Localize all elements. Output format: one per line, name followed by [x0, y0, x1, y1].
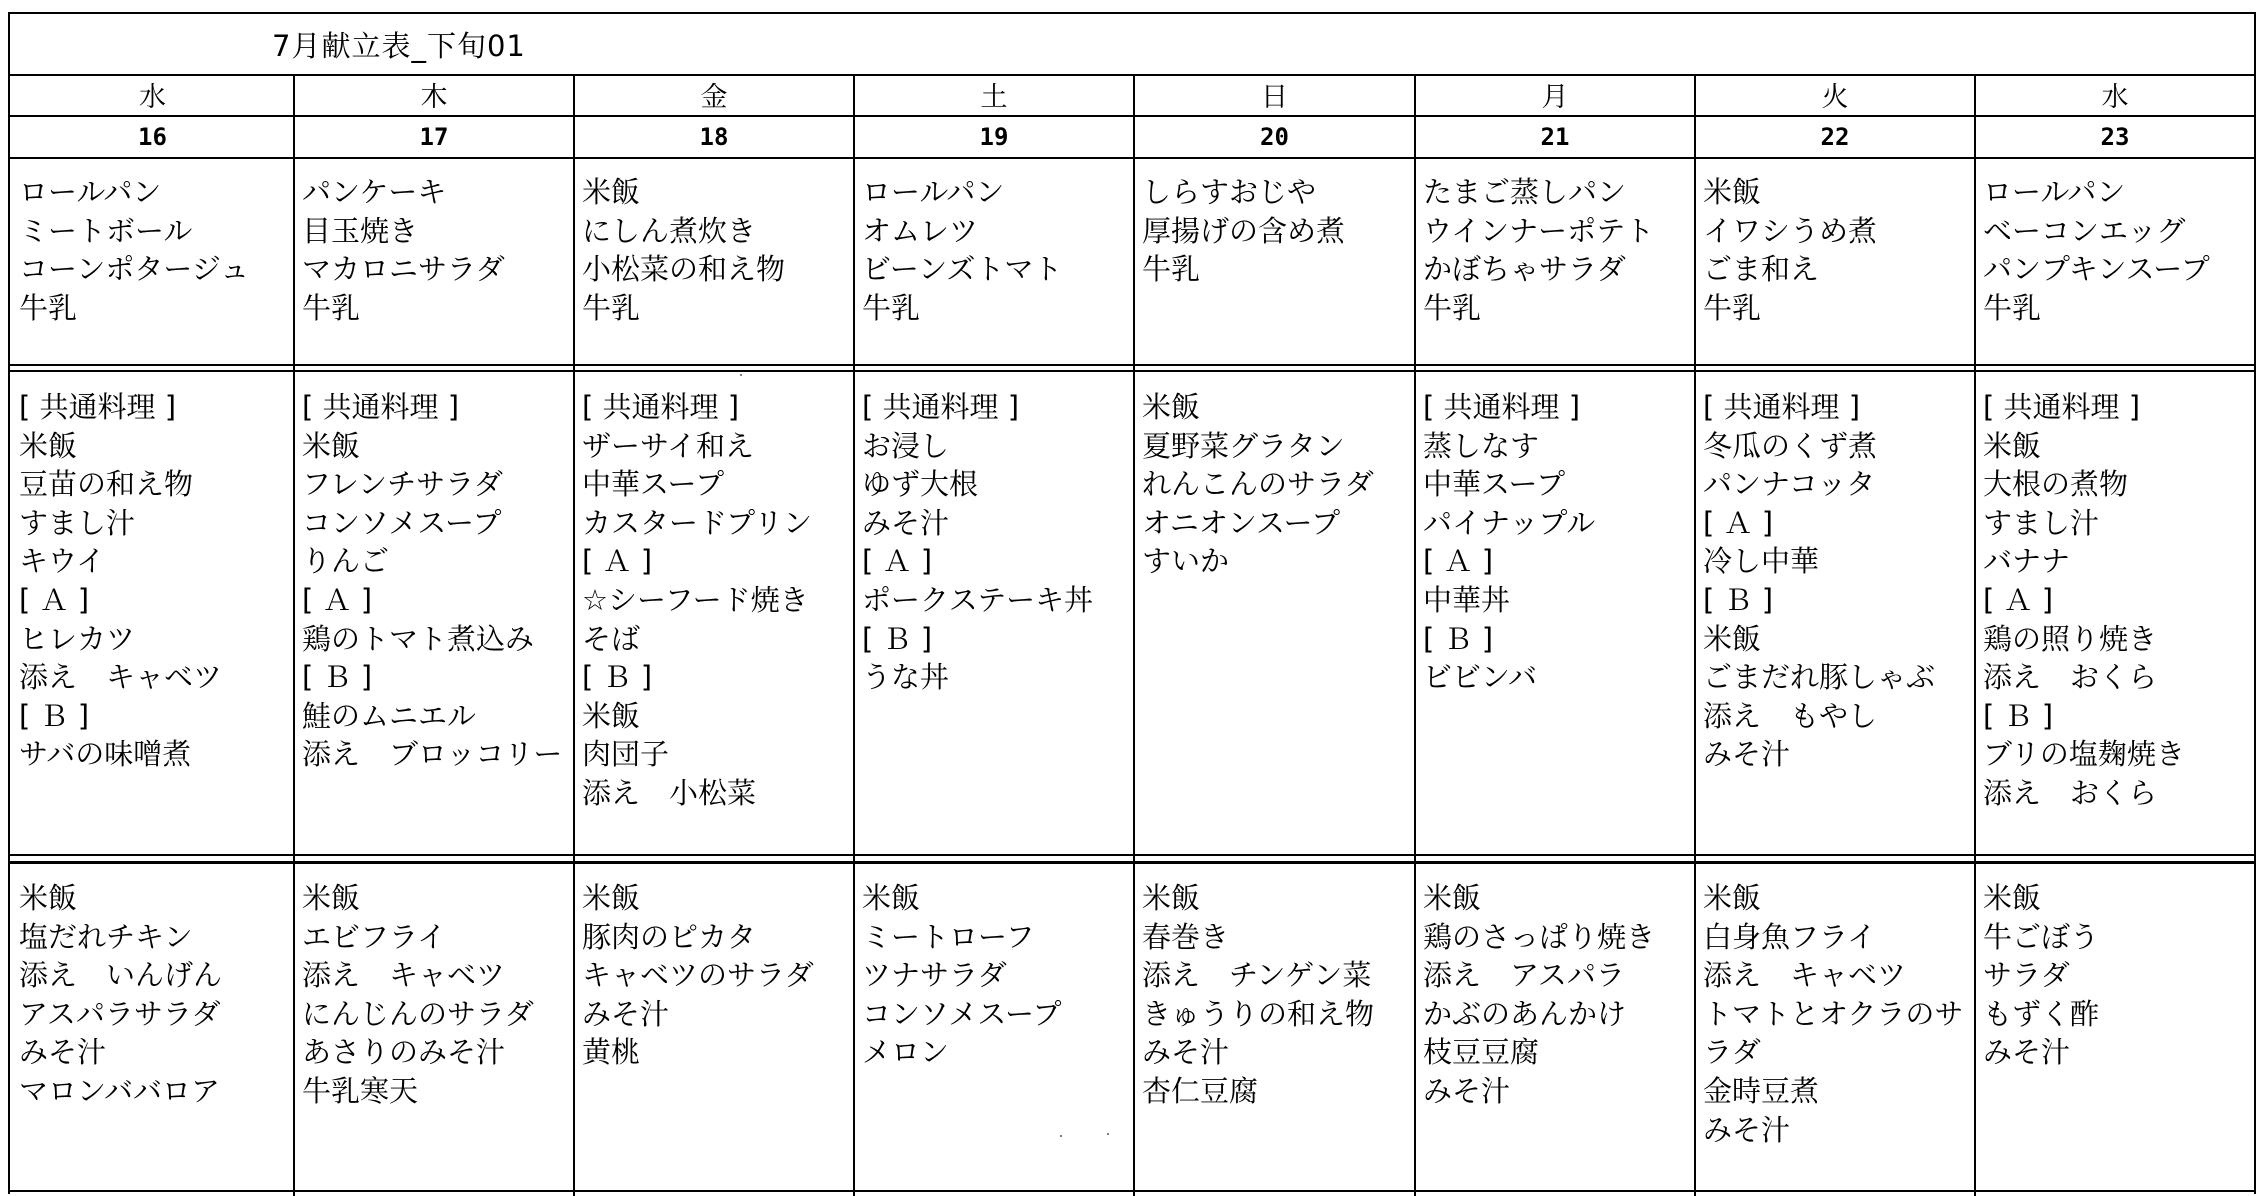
menu-item: 目玉焼き	[302, 213, 419, 248]
menu-item: かぼちゃサラダ	[1423, 252, 1626, 287]
menu-item: 塩だれチキン	[19, 919, 193, 954]
menu-item: 添え アスパラ	[1423, 958, 1625, 993]
menu-item: 添え チンゲン菜	[1142, 958, 1372, 993]
menu-item: みそ汁	[19, 1035, 107, 1070]
menu-item: アスパラサラダ	[19, 996, 221, 1031]
scan-speck	[740, 374, 742, 376]
menu-item: [ Ｂ ]	[1703, 582, 1774, 617]
menu-item: [ Ｂ ]	[302, 660, 373, 695]
menu-item: 肉団子	[582, 737, 670, 772]
menu-item: コーンポタージュ	[19, 252, 250, 287]
menu-item: ベーコンエッグ	[1983, 213, 2186, 248]
scan-speck	[1107, 1133, 1109, 1135]
menu-item: ロールパン	[19, 175, 162, 209]
menu-item: マロンババロア	[19, 1073, 220, 1108]
menu-item: 牛乳	[1703, 290, 1762, 325]
breakfast-row	[10, 159, 2254, 364]
menu-item: コンソメスープ	[302, 505, 502, 540]
date-header: 20	[1260, 123, 1289, 151]
date-header: 16	[138, 123, 167, 151]
breakfast-cell	[1135, 159, 1414, 364]
menu-item: [ Ａ ]	[862, 544, 933, 579]
weekday-header: 土	[980, 82, 1008, 113]
menu-item: フレンチサラダ	[302, 467, 503, 502]
menu-item: カスタードプリン	[582, 505, 812, 540]
menu-item: 冬瓜のくず煮	[1703, 428, 1878, 463]
menu-item: しらすおじや	[1142, 175, 1317, 209]
menu-item: 杏仁豆腐	[1142, 1073, 1259, 1108]
menu-item: にんじんのサラダ	[302, 996, 534, 1031]
menu-item: 大根の煮物	[1983, 467, 2129, 502]
weekday-header: 木	[420, 82, 448, 113]
menu-item: 中華スープ	[1423, 467, 1566, 502]
lunch-row	[10, 374, 2254, 854]
menu-item: [ Ａ ]	[1423, 544, 1494, 579]
grid-line-vertical	[293, 74, 295, 1196]
menu-item: 添え キャベツ	[19, 660, 223, 695]
dinner-cell	[575, 865, 853, 1196]
menu-item: 米飯	[1983, 881, 2042, 915]
grid-line-horizontal	[10, 115, 2254, 117]
menu-item: [ 共通料理 ]	[582, 390, 740, 424]
menu-item: すまし汁	[1983, 505, 2100, 540]
menu-item: オムレツ	[862, 213, 979, 248]
menu-item: パンプキンスープ	[1983, 252, 2210, 287]
menu-item: ビビンバ	[1423, 660, 1537, 695]
weekday-header: 日	[1261, 82, 1288, 113]
grid-line-vertical	[1694, 74, 1696, 1196]
menu-item: 米飯	[19, 428, 78, 463]
dinner-cell	[1696, 865, 1974, 1196]
menu-item: [ 共通料理 ]	[1703, 390, 1861, 424]
menu-item: マカロニサラダ	[302, 252, 505, 287]
lunch-cell	[12, 374, 293, 854]
menu-item: イワシうめ煮	[1703, 213, 1878, 248]
breakfast-cell	[12, 159, 293, 364]
menu-item: 夏野菜グラタン	[1142, 428, 1345, 463]
menu-item: 牛乳	[582, 290, 641, 325]
dinner-cell	[12, 865, 293, 1196]
date-header: 17	[419, 123, 449, 151]
menu-item: 牛乳寒天	[302, 1073, 419, 1108]
menu-item: 枝豆豆腐	[1423, 1035, 1540, 1070]
menu-item: 鶏のさっぱり焼き	[1423, 919, 1656, 954]
menu-item: みそ汁	[1703, 1112, 1791, 1147]
menu-sheet	[8, 12, 2256, 1194]
menu-item: りんご	[302, 544, 390, 579]
menu-item: みそ汁	[1142, 1035, 1230, 1070]
menu-item: サバの味噌煮	[19, 737, 192, 772]
menu-item: 米飯	[1423, 881, 1482, 915]
menu-item: [ 共通料理 ]	[1423, 390, 1581, 424]
menu-item: 米飯	[582, 881, 641, 915]
menu-item: パンナコッタ	[1703, 467, 1876, 502]
menu-item: キャベツのサラダ	[582, 958, 814, 993]
menu-item: 蒸しなす	[1423, 428, 1540, 463]
menu-item: 添え キャベツ	[302, 958, 506, 993]
menu-item: 中華丼	[1423, 582, 1511, 617]
menu-item: バナナ	[1983, 544, 2071, 579]
menu-item: [ Ｂ ]	[862, 621, 933, 656]
menu-item: たまご蒸しパン	[1423, 175, 1627, 209]
dinner-cell	[1416, 865, 1694, 1196]
menu-item: ミートローフ	[862, 919, 1035, 954]
menu-item: [ 共通料理 ]	[19, 390, 177, 424]
menu-item: パンケーキ	[302, 175, 447, 209]
menu-item: エビフライ	[302, 919, 447, 954]
grid-line-vertical	[1414, 74, 1416, 1196]
breakfast-cell	[855, 159, 1133, 364]
menu-item: お浸し	[862, 428, 950, 463]
menu-item: みそ汁	[1703, 737, 1791, 772]
menu-item: 牛乳	[19, 290, 78, 325]
menu-item: ラダ	[1703, 1035, 1761, 1070]
title-row	[10, 14, 2254, 76]
menu-item: 米飯	[1142, 390, 1201, 424]
date-header: 23	[2100, 123, 2130, 151]
menu-item: 小松菜の和え物	[582, 252, 786, 287]
menu-item: [ Ｂ ]	[1423, 621, 1494, 656]
menu-item: 添え キャベツ	[1703, 958, 1907, 993]
grid-line-vertical	[1133, 74, 1135, 1196]
menu-item: ロールパン	[1983, 175, 2126, 209]
menu-item: ごま和え	[1703, 252, 1820, 287]
menu-item: そば	[582, 621, 641, 656]
menu-item: [ Ａ ]	[1703, 505, 1774, 540]
menu-item: すまし汁	[19, 505, 136, 540]
grid-line-horizontal	[10, 157, 2254, 159]
menu-item: 豆苗の和え物	[19, 467, 194, 502]
weekday-header: 水	[139, 82, 166, 113]
menu-item: コンソメスープ	[862, 996, 1062, 1031]
menu-item: メロン	[862, 1035, 950, 1070]
menu-item: もずく酢	[1983, 996, 2100, 1031]
grid-line-horizontal	[10, 364, 2254, 366]
menu-item: 牛乳	[862, 290, 921, 325]
menu-item: 添え おくら	[1983, 660, 2158, 695]
menu-item: かぶのあんかけ	[1423, 996, 1627, 1031]
menu-item: 牛乳	[1423, 290, 1482, 325]
menu-item: 米飯	[1703, 621, 1762, 656]
menu-item: ツナサラダ	[862, 958, 1007, 993]
menu-item: 添え おくら	[1983, 775, 2158, 810]
breakfast-cell	[575, 159, 853, 364]
menu-item: [ Ａ ]	[19, 582, 90, 617]
grid-line-horizontal	[10, 370, 2254, 372]
menu-item: 米飯	[1142, 881, 1201, 915]
menu-item: トマトとオクラのサ	[1703, 996, 1964, 1031]
lunch-cell	[855, 374, 1133, 854]
breakfast-cell	[1696, 159, 1974, 364]
menu-item: みそ汁	[582, 996, 670, 1031]
menu-item: ミートボール	[19, 213, 193, 248]
weekday-header: 金	[700, 82, 728, 113]
menu-item: 米飯	[19, 881, 78, 915]
menu-item: ビーンズトマト	[862, 252, 1063, 287]
page-title: 7月献立表_下旬01	[272, 29, 526, 63]
weekday-header: 水	[2101, 82, 2129, 113]
menu-item: 米飯	[862, 881, 921, 915]
grid-line-horizontal	[10, 861, 2254, 864]
menu-item: ☆シーフード焼き	[582, 582, 809, 617]
menu-item: 中華スープ	[582, 467, 725, 502]
menu-item: 牛乳	[1983, 290, 2042, 325]
breakfast-cell	[295, 159, 573, 364]
lunch-cell	[295, 374, 573, 854]
menu-item: [ 共通料理 ]	[862, 390, 1020, 424]
menu-item: ヒレカツ	[19, 621, 136, 656]
menu-item: 金時豆煮	[1703, 1073, 1820, 1108]
weekday-header-row	[10, 74, 2254, 115]
menu-item: ブリの塩麹焼き	[1983, 737, 2185, 772]
menu-item: 黄桃	[582, 1035, 641, 1070]
menu-item: 牛乳	[302, 290, 361, 325]
menu-item: ポークステーキ丼	[862, 582, 1094, 617]
menu-item: 添え 小松菜	[582, 775, 757, 810]
menu-item: [ 共通料理 ]	[1983, 390, 2141, 424]
menu-item: みそ汁	[862, 505, 950, 540]
menu-item: みそ汁	[1983, 1035, 2071, 1070]
lunch-cell	[1416, 374, 1694, 854]
date-header-row	[10, 117, 2254, 157]
menu-item: 牛ごぼう	[1983, 919, 2100, 954]
menu-item: 米飯	[582, 698, 641, 733]
menu-item: 米飯	[1983, 428, 2042, 463]
menu-item: [ Ａ ]	[1983, 582, 2054, 617]
dinner-row	[10, 865, 2254, 1196]
menu-item: れんこんのサラダ	[1142, 467, 1374, 502]
breakfast-cell	[1976, 159, 2254, 364]
menu-item: 鮭のムニエル	[302, 698, 477, 733]
date-header: 18	[699, 123, 729, 151]
dinner-cell	[1135, 865, 1414, 1196]
menu-item: ゆず大根	[862, 467, 979, 502]
dinner-cell	[295, 865, 573, 1196]
menu-item: 米飯	[302, 881, 361, 915]
date-header: 21	[1540, 123, 1570, 151]
lunch-cell	[1976, 374, 2254, 854]
dinner-cell	[1976, 865, 2254, 1196]
menu-item: すいか	[1142, 544, 1230, 579]
date-header: 19	[979, 123, 1009, 151]
grid-line-vertical	[573, 74, 575, 1196]
menu-item: ザーサイ和え	[582, 428, 754, 463]
menu-item: 鶏の照り焼き	[1983, 621, 2158, 656]
menu-item: [ Ａ ]	[582, 544, 653, 579]
lunch-cell	[1696, 374, 1974, 854]
grid-line-vertical	[1974, 74, 1976, 1196]
menu-item: [ Ａ ]	[302, 582, 373, 617]
menu-item: [ Ｂ ]	[19, 698, 90, 733]
menu-item: あさりのみそ汁	[302, 1035, 506, 1070]
menu-item: ウインナーポテト	[1423, 213, 1655, 248]
menu-item: にしん煮炊き	[582, 213, 757, 248]
menu-item: [ Ｂ ]	[1983, 698, 2054, 733]
menu-item: 米飯	[1703, 881, 1762, 915]
menu-item: 鶏のトマト煮込み	[302, 621, 535, 656]
menu-item: 米飯	[582, 175, 641, 209]
menu-item: 春巻き	[1142, 919, 1230, 954]
menu-item: 白身魚フライ	[1703, 919, 1877, 954]
menu-item: パイナップル	[1423, 505, 1596, 540]
menu-item: きゅうりの和え物	[1142, 996, 1375, 1031]
grid-line-vertical	[853, 74, 855, 1196]
menu-item: みそ汁	[1423, 1073, 1511, 1108]
scan-speck	[1060, 1135, 1062, 1137]
grid-line-horizontal	[10, 1190, 2254, 1192]
menu-item: キウイ	[19, 544, 106, 579]
weekday-header: 火	[1821, 82, 1849, 113]
menu-item: ロールパン	[862, 175, 1005, 209]
weekday-header: 月	[1541, 82, 1569, 113]
menu-item: [ Ｂ ]	[582, 660, 653, 695]
menu-item: 冷し中華	[1703, 544, 1820, 579]
menu-item: うな丼	[862, 660, 950, 695]
menu-item: 添え いんげん	[19, 958, 223, 993]
menu-item: 添え もやし	[1703, 698, 1878, 733]
menu-item: 添え ブロッコリー	[302, 737, 563, 772]
lunch-cell	[1135, 374, 1414, 854]
menu-item: ごまだれ豚しゃぶ	[1703, 660, 1936, 695]
dinner-cell	[855, 865, 1133, 1196]
menu-item: 米飯	[302, 428, 361, 463]
breakfast-cell	[1416, 159, 1694, 364]
menu-item: 米飯	[1703, 175, 1762, 209]
menu-item: サラダ	[1983, 958, 2070, 993]
menu-item: オニオンスープ	[1142, 505, 1341, 540]
menu-item: 牛乳	[1142, 252, 1201, 287]
grid-line-horizontal	[10, 854, 2254, 856]
lunch-cell	[575, 374, 853, 854]
menu-item: 豚肉のピカタ	[582, 919, 757, 954]
menu-item: 厚揚げの含め煮	[1142, 213, 1346, 248]
date-header: 22	[1820, 123, 1850, 151]
menu-item: [ 共通料理 ]	[302, 390, 460, 424]
